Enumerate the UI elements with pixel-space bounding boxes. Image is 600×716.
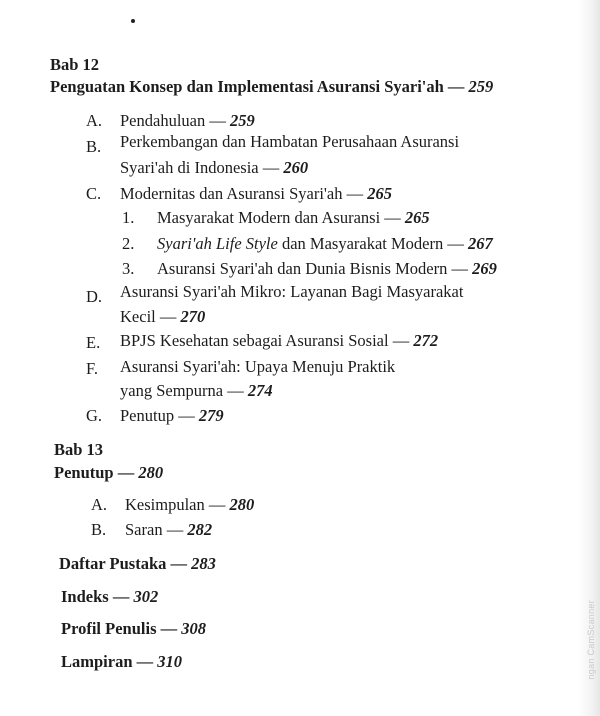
toc-daftar-pustaka[interactable]: Daftar Pustaka — 283 [59,554,216,573]
toc-item-f-line1[interactable]: Asuransi Syari'ah: Upaya Menuju Praktik [120,357,396,376]
ink-dot [131,19,135,23]
toc-indeks[interactable]: Indeks — 302 [61,587,159,606]
toc-item-g-text[interactable]: Penutup — 279 [120,406,224,425]
toc-item-a[interactable]: A. [86,111,103,130]
toc-subitem-1[interactable]: 1. [122,208,135,227]
toc-item-c[interactable]: C. [86,184,102,203]
chapter-13-title: Penutup — 280 [54,463,164,482]
chapter-12-label: Bab 12 [50,55,100,74]
chapter-13-label: Bab 13 [54,440,104,459]
toc-item-a-text[interactable]: Pendahuluan — 259 [120,111,255,130]
toc-item-13a-text[interactable]: Kesimpulan — 280 [125,495,255,514]
toc-item-b-line1[interactable]: Perkembangan dan Hambatan Perusahaan Asuransi [120,132,460,151]
toc-item-13a[interactable]: A. [91,495,108,514]
toc-item-d-line2[interactable]: Kecil — 270 [120,307,206,326]
chapter-12-title: Penguatan Konsep dan Implementasi Asuransi Syari'ah — 259 [50,77,494,96]
toc-subitem-2-text[interactable]: Syari'ah Life Style dan Masyarakat Modern — 267 [157,234,493,253]
toc-lampiran[interactable]: Lampiran — 310 [61,652,183,671]
toc-item-d[interactable]: D. [86,287,103,306]
toc-item-13b-text[interactable]: Saran — 282 [125,520,213,539]
toc-subitem-1-text[interactable]: Masyarakat Modern dan Asuransi — 265 [157,208,430,227]
toc-item-f[interactable]: F. [86,359,98,378]
toc-item-b-line2[interactable]: Syari'ah di Indonesia — 260 [120,158,309,177]
toc-item-e-text[interactable]: BPJS Kesehatan sebagai Asuransi Sosial — 272 [120,331,439,350]
toc-item-13b[interactable]: B. [91,520,107,539]
toc-subitem-2[interactable]: 2. [122,234,135,253]
toc-subitem-3-text[interactable]: Asuransi Syari'ah dan Dunia Bisnis Modern — 269 [157,259,497,278]
toc-item-c-text[interactable]: Modernitas dan Asuransi Syari'ah — 265 [120,184,392,203]
toc-item-d-line1[interactable]: Asuransi Syari'ah Mikro: Layanan Bagi Masyarakat [120,282,464,301]
toc-item-f-line2[interactable]: yang Sempurna — 274 [120,381,273,400]
toc-item-b[interactable]: B. [86,137,102,156]
toc-subitem-3[interactable]: 3. [122,259,135,278]
toc-item-g[interactable]: G. [86,406,103,425]
toc-profil-penulis[interactable]: Profil Penulis — 308 [61,619,206,638]
toc-item-e[interactable]: E. [86,333,101,352]
scanner-watermark: ngan CamScanner [586,600,596,680]
